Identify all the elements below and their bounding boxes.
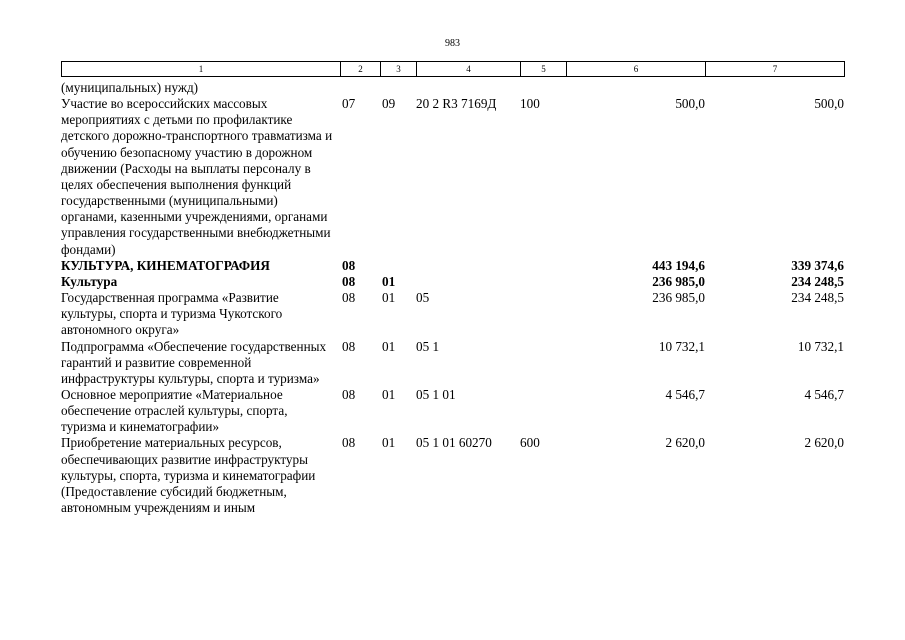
subsection-code: 01 <box>382 386 396 402</box>
amount-col-7: 339 374,6 <box>791 257 844 273</box>
table-row <box>61 339 844 387</box>
header-col-5: 5 <box>521 62 567 77</box>
expense-type-code <box>520 274 566 290</box>
expense-type-code <box>520 339 566 387</box>
row-name: Участие во всероссийских массовых мероприятиях с детьми по профилактике детского дорожно-транспортного травматизма и обучению безопасному участию в дорожном движении (Расходы на выплаты персоналу в целях обеспечения выполнения функций государственными (муниципальными) органами, казенными учреждениями, органами управления государственными внебюджетными фондами) <box>61 96 333 257</box>
section-code: 08 <box>342 273 356 289</box>
amount-col-6: 500,0 <box>675 96 705 112</box>
header-col-4: 4 <box>417 62 521 77</box>
table-row <box>61 435 844 516</box>
expense-type-code: 100 <box>520 96 540 112</box>
expense-type-code <box>520 258 566 274</box>
budget-table <box>61 80 844 516</box>
amount-col-6: 236 985,0 <box>652 273 705 289</box>
page-number: 983 <box>445 38 460 49</box>
amount-col-7: 10 732,1 <box>797 338 844 354</box>
row-name: (муниципальных) нужд) <box>61 80 199 95</box>
header-col-6: 6 <box>567 62 706 77</box>
section-code: 08 <box>342 338 356 354</box>
amount-col-6 <box>566 80 705 96</box>
header-row <box>62 62 845 77</box>
amount-col-6: 443 194,6 <box>652 257 705 273</box>
table-row <box>61 96 844 258</box>
subsection-code: 01 <box>382 273 396 289</box>
subsection-code: 01 <box>382 290 396 306</box>
target-item-code <box>416 258 520 274</box>
header-col-3: 3 <box>381 62 417 77</box>
amount-col-6: 236 985,0 <box>652 290 705 306</box>
section-code: 08 <box>342 435 356 451</box>
section-code: 08 <box>342 257 356 273</box>
expense-type-code: 600 <box>520 435 540 451</box>
target-item-code: 05 <box>416 290 430 306</box>
row-name: Культура <box>61 273 118 289</box>
column-number-header <box>61 61 845 77</box>
amount-col-6: 2 620,0 <box>665 435 705 451</box>
row-name: Государственная программа «Развитие культуры, спорта и туризма Чукотского автономного округа» <box>61 290 283 338</box>
row-name: КУЛЬТУРА, КИНЕМАТОГРАФИЯ <box>61 257 270 273</box>
table-row <box>61 80 844 96</box>
subsection-code: 01 <box>382 338 396 354</box>
row-name: Основное мероприятие «Материальное обеспечение отраслей культуры, спорта, туризма и кинематографии» <box>61 386 288 435</box>
row-name: Подпрограмма «Обеспечение государственных гарантий и развитие современной инфраструктуры культуры, спорта и туризма» <box>61 338 327 386</box>
expense-type-code <box>520 387 566 435</box>
table-row <box>61 387 844 435</box>
subsection-code: 01 <box>382 435 396 451</box>
header-col-2: 2 <box>341 62 381 77</box>
section-code: 08 <box>342 290 356 306</box>
table-row <box>61 290 844 338</box>
amount-col-7: 500,0 <box>814 96 844 112</box>
target-item-code <box>416 80 520 96</box>
amount-col-7: 2 620,0 <box>804 435 844 451</box>
subsection-code: 09 <box>382 96 396 112</box>
amount-col-6: 10 732,1 <box>658 338 705 354</box>
amount-col-7: 234 248,5 <box>791 290 844 306</box>
expense-type-code <box>520 80 566 96</box>
amount-col-7: 234 248,5 <box>791 273 844 289</box>
subsection-code <box>380 258 416 274</box>
amount-col-6: 4 546,7 <box>665 386 705 402</box>
table-row <box>61 258 844 274</box>
target-item-code: 05 1 <box>416 338 440 354</box>
target-item-code: 05 1 01 <box>416 386 456 402</box>
section-code <box>340 80 380 96</box>
table-row <box>61 274 844 290</box>
target-item-code: 20 2 R3 7169Д <box>416 96 497 112</box>
subsection-code <box>380 80 416 96</box>
amount-col-7 <box>705 80 844 96</box>
header-col-7: 7 <box>706 62 845 77</box>
header-col-1: 1 <box>62 62 341 77</box>
target-item-code <box>416 274 520 290</box>
target-item-code: 05 1 01 60270 <box>416 435 492 451</box>
section-code: 08 <box>342 386 356 402</box>
expense-type-code <box>520 290 566 338</box>
row-name: Приобретение материальных ресурсов, обеспечивающих развитие инфраструктуры культуры, спорта, туризма и кинематографии (Предоставление субсидий бюджетным, автономным учреждениям и иным <box>61 435 316 516</box>
section-code: 07 <box>342 96 356 112</box>
amount-col-7: 4 546,7 <box>804 386 844 402</box>
